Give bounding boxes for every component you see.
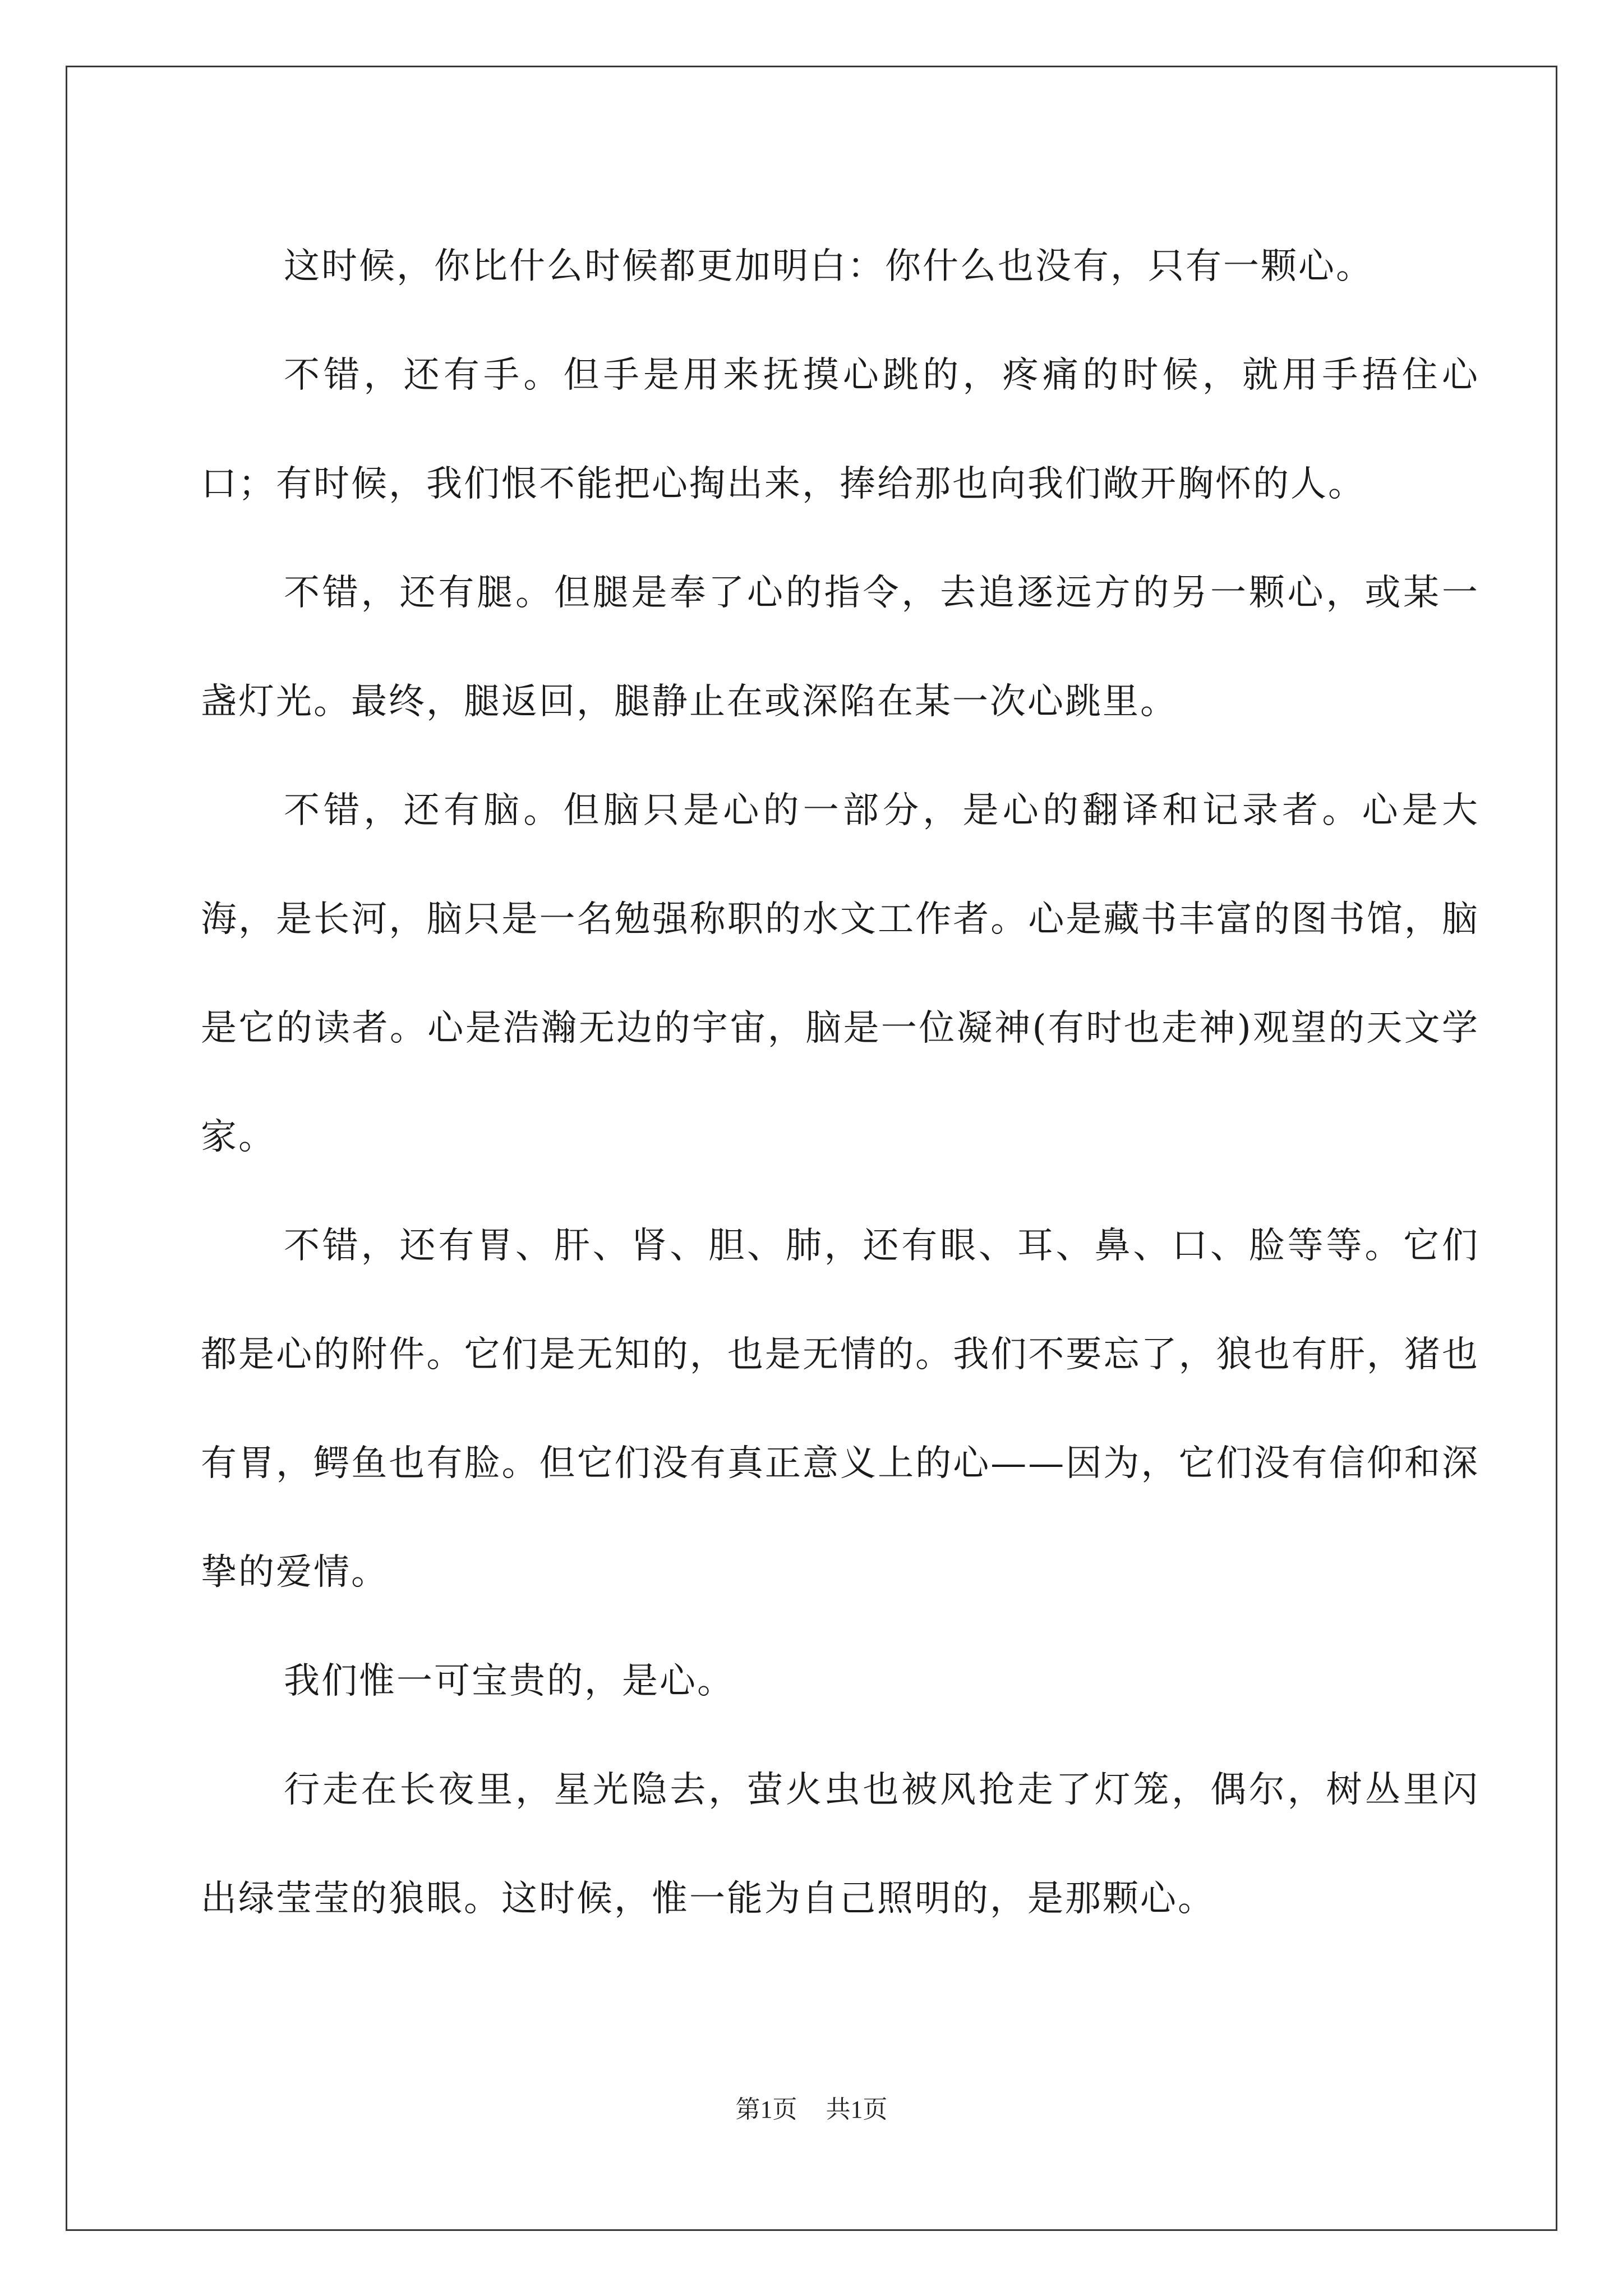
paragraph: 这时候，你比什么时候都更加明白：你什么也没有，只有一颗心。 [284, 246, 1373, 287]
document-body [201, 212, 1479, 1953]
paragraph: 不错，还有腿。但腿是奉了心的指令，去追逐远方的另一颗心，或某一盏灯光。最终，腿返回，腿静止在或深陷在某一次心跳里。 [201, 572, 1479, 723]
page-footer [0, 2089, 1623, 2125]
paragraph: 我们惟一可宝贵的，是心。 [284, 1660, 735, 1702]
paragraph: 不错，还有胃、肝、肾、胆、肺，还有眼、耳、鼻、口、脸等等。它们都是心的附件。它们是无知的，也是无情的。我们不要忘了，狼也有肝，猪也有胃，鳄鱼也有脸。但它们没有真正意义上的心——因为，它们没有信仰和深挚的爱情。 [201, 1225, 1479, 1593]
paragraph: 不错，还有手。但手是用来抚摸心跳的，疼痛的时候，就用手捂住心口；有时候，我们恨不能把心掏出来，捧给那也向我们敞开胸怀的人。 [201, 355, 1479, 505]
paragraph: 行走在长夜里，星光隐去，萤火虫也被风抢走了灯笼，偶尔，树丛里闪出绿莹莹的狼眼。这时候，惟一能为自己照明的，是那颗心。 [201, 1769, 1479, 1920]
page-total: 共1页 [826, 2096, 888, 2123]
paragraph: 不错，还有脑。但脑只是心的一部分，是心的翻译和记录者。心是大海，是长河，脑只是一名勉强称职的水文工作者。心是藏书丰富的图书馆，脑是它的读者。心是浩瀚无边的宇宙，脑是一位凝神(有时也走神)观望的天文学家。 [201, 790, 1479, 1158]
page-number: 第1页 [735, 2096, 797, 2123]
